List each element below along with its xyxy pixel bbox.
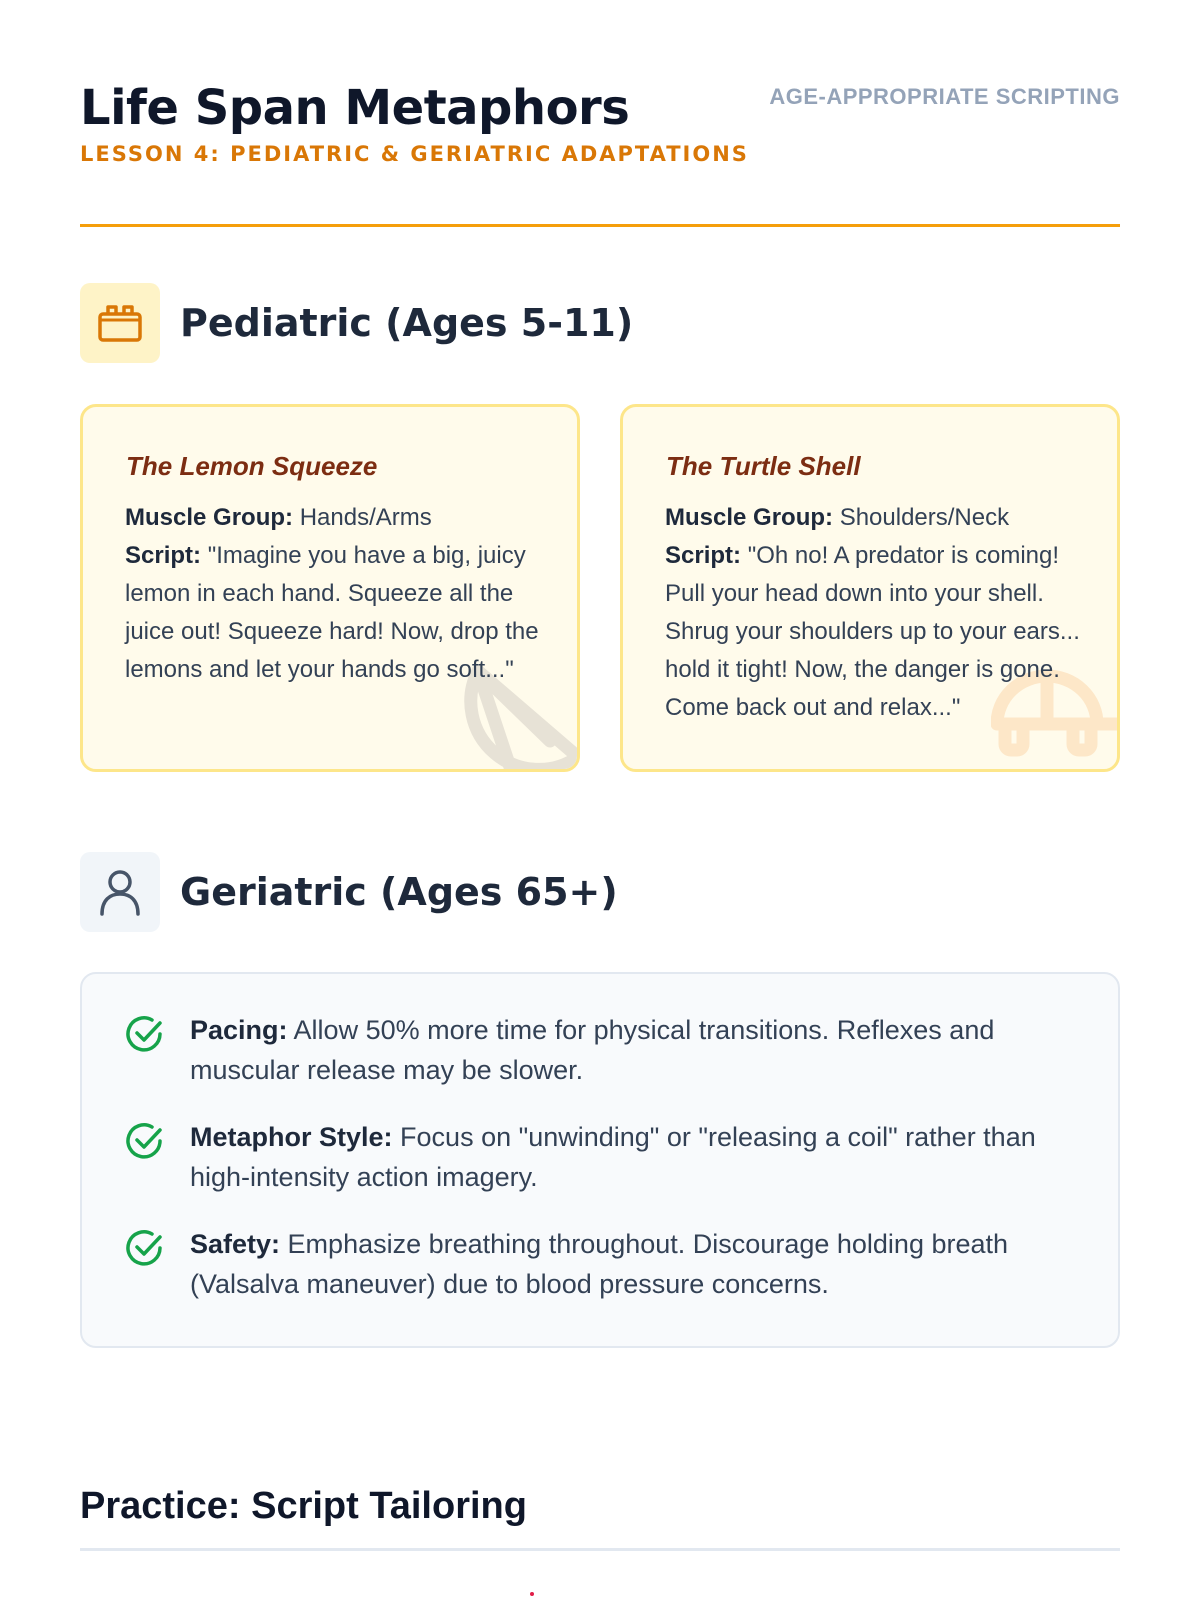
muscle-group-line — [125, 499, 545, 537]
card-title: The Lemon Squeeze — [126, 451, 378, 481]
metaphor-card-turtle-shell — [620, 404, 1120, 772]
pediatric-heading: Pediatric (Ages 5-11) — [180, 301, 634, 345]
muscle-group-value: Shoulders/Neck — [839, 504, 1010, 531]
guideline-text — [190, 1117, 1070, 1197]
lesson-page — [80, 0, 1120, 1600]
practice-content-start — [530, 1592, 534, 1596]
script-line — [125, 537, 545, 689]
guideline-label: Metaphor Style: — [190, 1122, 393, 1152]
user-icon — [80, 852, 160, 932]
muscle-group-value: Hands/Arms — [299, 504, 432, 531]
guideline-description: Emphasize breathing throughout. Discourage holding breath (Valsalva maneuver) due to blood pressure concerns. — [190, 1229, 1009, 1299]
practice-heading: Practice: Script Tailoring — [80, 1485, 527, 1527]
script-label: Script: — [125, 542, 202, 569]
pediatric-section-heading — [80, 283, 1120, 363]
card-body — [125, 499, 545, 689]
guideline-text — [190, 1010, 1070, 1090]
script-text: "Imagine you have a big, juicy lemon in each hand. Squeeze all the juice out! Squeeze hard! Now, drop the lemons and let your hands go soft..." — [125, 542, 539, 683]
practice-divider — [80, 1548, 1120, 1551]
check-circle-icon — [124, 1228, 164, 1268]
muscle-group-label: Muscle Group: — [125, 504, 294, 531]
guideline-description: Allow 50% more time for physical transitions. Reflexes and muscular release may be slower. — [190, 1015, 995, 1085]
check-circle-icon — [124, 1121, 164, 1161]
card-body — [665, 499, 1085, 727]
geriatric-guidelines-panel — [80, 972, 1120, 1348]
script-label: Script: — [665, 542, 742, 569]
guideline-description: Focus on "unwinding" or "releasing a coil" rather than high-intensity action imagery. — [190, 1122, 1036, 1192]
muscle-group-line — [665, 499, 1085, 537]
toy-block-icon — [80, 283, 160, 363]
guideline-text — [190, 1224, 1070, 1304]
lesson-subtitle: LESSON 4: PEDIATRIC & GERIATRIC ADAPTATIONS — [80, 142, 749, 166]
metaphor-card-lemon-squeeze — [80, 404, 580, 772]
guideline-label: Safety: — [190, 1229, 281, 1259]
check-circle-icon — [124, 1014, 164, 1054]
header-divider — [80, 224, 1120, 227]
guideline-label: Pacing: — [190, 1015, 288, 1045]
geriatric-section-heading — [80, 852, 1120, 932]
lesson-header — [80, 78, 1120, 228]
script-text: "Oh no! A predator is coming! Pull your head down into your shell. Shrug your shoulders up to your ears... hold it tight! Now, the danger is gone. Come back out and relax..." — [665, 542, 1080, 721]
muscle-group-label: Muscle Group: — [665, 504, 834, 531]
card-title: The Turtle Shell — [666, 451, 861, 481]
page-title: Life Span Metaphors — [80, 80, 630, 136]
geriatric-heading: Geriatric (Ages 65+) — [180, 870, 618, 914]
script-line — [665, 537, 1085, 727]
header-tag: AGE-APPROPRIATE SCRIPTING — [769, 84, 1120, 109]
